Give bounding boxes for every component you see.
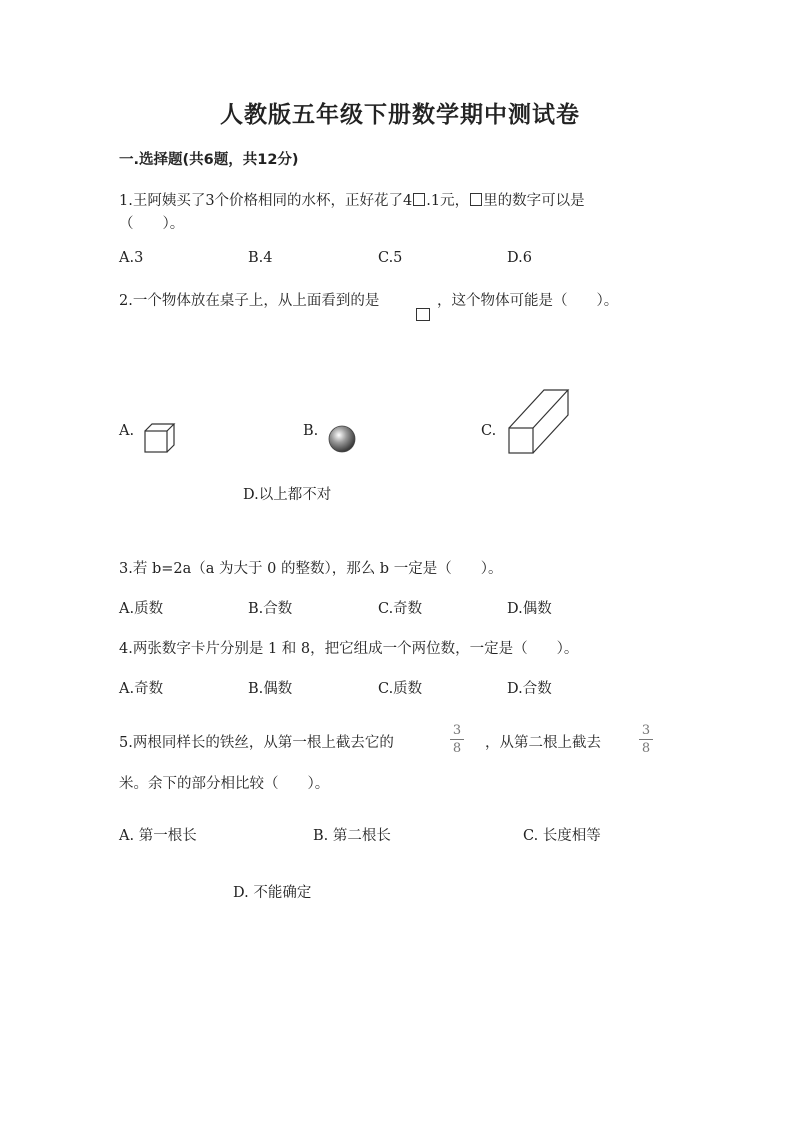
question-1-line-2: （ ）。 — [119, 216, 185, 232]
fraction-1-denominator: 8 — [452, 741, 462, 756]
fraction-bar — [450, 739, 464, 740]
fraction-bar — [639, 739, 653, 740]
question-4: 4.两张数字卡片分别是 1 和 8，把它组成一个两位数，一定是（ ）。 — [119, 641, 579, 657]
q3-option-d: D.偶数 — [507, 601, 552, 617]
blank-square-icon — [413, 193, 425, 206]
q5-option-d: D. 不能确定 — [233, 885, 312, 901]
q1-option-d: D.6 — [507, 250, 532, 266]
top-view-square-icon — [416, 308, 430, 321]
q5-option-c: C. 长度相等 — [523, 828, 601, 844]
question-3: 3.若 b=2a（a 为大于 0 的整数），那么 b 一定是（ ）。 — [119, 561, 503, 577]
fraction-2 — [638, 723, 654, 756]
q5-option-a: A. 第一根长 — [119, 828, 197, 844]
fraction-1-numerator: 3 — [452, 723, 462, 738]
sphere-icon — [326, 423, 358, 455]
q2-text-part-a: 2.一个物体放在桌子上，从上面看到的是 — [119, 293, 380, 309]
q4-option-d: D.合数 — [507, 681, 552, 697]
fraction-2-numerator: 3 — [641, 723, 651, 738]
cube-icon — [140, 420, 180, 456]
q1-option-a: A.3 — [119, 250, 144, 266]
page-title: 人教版五年级下册数学期中测试卷 — [220, 102, 580, 128]
q1-option-c: C.5 — [378, 250, 403, 266]
q2-option-b-label: B. — [303, 423, 319, 439]
q5-option-b: B. 第二根长 — [313, 828, 391, 844]
section-heading: 一.选择题(共6题，共12分) — [119, 152, 299, 168]
q4-option-a: A.奇数 — [119, 681, 164, 697]
question-1-line-1 — [119, 189, 585, 210]
rectangular-prism-icon — [505, 386, 573, 458]
q3-option-b: B.合数 — [248, 601, 293, 617]
q2-option-d: D.以上都不对 — [243, 487, 332, 503]
q4-option-c: C.质数 — [378, 681, 423, 697]
fraction-2-denominator: 8 — [641, 741, 651, 756]
q2-option-a-label: A. — [119, 423, 135, 439]
q3-option-a: A.质数 — [119, 601, 164, 617]
q5-text-part-a: 5.两根同样长的铁丝，从第一根上截去它的 — [119, 735, 394, 751]
q2-option-c-label: C. — [481, 423, 497, 439]
fraction-1 — [449, 723, 465, 756]
q1-option-b: B.4 — [248, 250, 273, 266]
q1-text-part-b: .1元， — [426, 193, 470, 209]
blank-square-icon — [470, 193, 482, 206]
q5-line-2: 米。余下的部分相比较（ ）。 — [119, 776, 330, 792]
q1-text-part-c: 里的数字可以是 — [483, 193, 585, 209]
q5-text-part-b: ，从第二根上截去 — [485, 735, 601, 751]
q4-option-b: B.偶数 — [248, 681, 293, 697]
q3-option-c: C.奇数 — [378, 601, 423, 617]
q1-text-part-a: 1.王阿姨买了3个价格相同的水杯，正好花了4 — [119, 193, 413, 209]
q2-text-part-b: ，这个物体可能是（ ）。 — [437, 293, 619, 309]
